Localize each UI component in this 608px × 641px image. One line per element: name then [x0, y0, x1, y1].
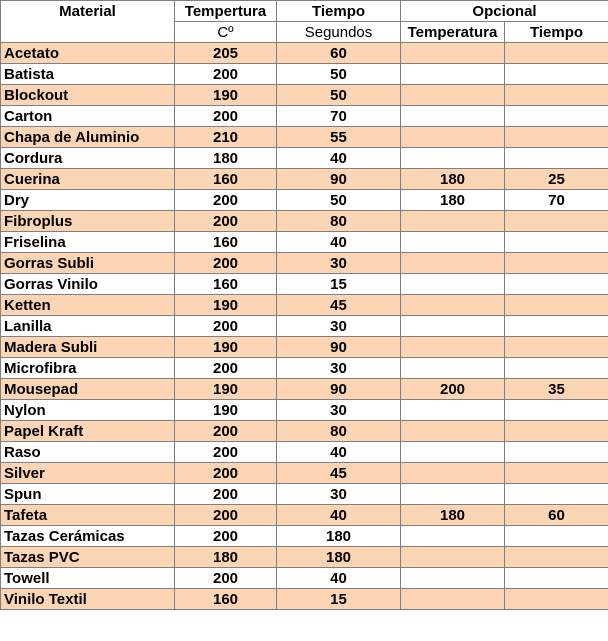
table-row	[1, 253, 608, 274]
cell-time: 90	[277, 169, 401, 190]
cell-optional-temperature	[401, 547, 505, 568]
table-row	[1, 211, 608, 232]
cell-optional-temperature	[401, 526, 505, 547]
cell-optional-temperature: 180	[401, 505, 505, 526]
cell-material: Carton	[1, 106, 175, 127]
cell-material: Ketten	[1, 295, 175, 316]
cell-optional-time	[505, 253, 608, 274]
cell-temperature: 190	[175, 400, 277, 421]
cell-time: 90	[277, 337, 401, 358]
cell-temperature: 200	[175, 505, 277, 526]
cell-temperature: 160	[175, 169, 277, 190]
cell-material: Chapa de Aluminio	[1, 127, 175, 148]
cell-temperature: 200	[175, 421, 277, 442]
table-row	[1, 274, 608, 295]
cell-time: 50	[277, 64, 401, 85]
cell-optional-time: 70	[505, 190, 608, 211]
table-row	[1, 106, 608, 127]
cell-optional-temperature: 180	[401, 190, 505, 211]
table-row	[1, 127, 608, 148]
cell-optional-time	[505, 43, 608, 64]
cell-time: 30	[277, 358, 401, 379]
cell-optional-temperature	[401, 127, 505, 148]
cell-time: 15	[277, 589, 401, 610]
table-row	[1, 190, 608, 211]
cell-time: 15	[277, 274, 401, 295]
table-row	[1, 85, 608, 106]
cell-temperature: 200	[175, 316, 277, 337]
cell-material: Cuerina	[1, 169, 175, 190]
cell-optional-temperature: 200	[401, 379, 505, 400]
cell-optional-temperature	[401, 232, 505, 253]
cell-material: Tafeta	[1, 505, 175, 526]
cell-optional-time	[505, 274, 608, 295]
cell-temperature: 180	[175, 148, 277, 169]
cell-optional-temperature	[401, 148, 505, 169]
cell-material: Nylon	[1, 400, 175, 421]
cell-time: 30	[277, 253, 401, 274]
header-opcional: Opcional	[401, 1, 608, 22]
table-row	[1, 589, 608, 610]
cell-optional-time	[505, 232, 608, 253]
cell-optional-time	[505, 295, 608, 316]
cell-temperature: 200	[175, 463, 277, 484]
cell-time: 30	[277, 400, 401, 421]
header-row-2	[1, 22, 608, 43]
cell-time: 45	[277, 295, 401, 316]
cell-temperature: 205	[175, 43, 277, 64]
cell-material: Mousepad	[1, 379, 175, 400]
header-opt-temp: Temperatura	[401, 22, 505, 43]
cell-time: 180	[277, 526, 401, 547]
cell-optional-temperature: 180	[401, 169, 505, 190]
cell-optional-temperature	[401, 568, 505, 589]
cell-temperature: 190	[175, 337, 277, 358]
cell-material: Fibroplus	[1, 211, 175, 232]
cell-material: Cordura	[1, 148, 175, 169]
cell-temperature: 190	[175, 295, 277, 316]
cell-optional-temperature	[401, 85, 505, 106]
cell-temperature: 200	[175, 211, 277, 232]
cell-time: 40	[277, 442, 401, 463]
cell-time: 30	[277, 316, 401, 337]
cell-optional-time	[505, 127, 608, 148]
cell-optional-time	[505, 547, 608, 568]
table-row	[1, 568, 608, 589]
cell-time: 45	[277, 463, 401, 484]
cell-optional-time	[505, 589, 608, 610]
cell-time: 90	[277, 379, 401, 400]
table-row	[1, 337, 608, 358]
cell-optional-temperature	[401, 274, 505, 295]
cell-temperature: 200	[175, 106, 277, 127]
cell-time: 80	[277, 211, 401, 232]
cell-optional-temperature	[401, 295, 505, 316]
header-opt-time: Tiempo	[505, 22, 608, 43]
cell-material: Tazas PVC	[1, 547, 175, 568]
cell-optional-time: 60	[505, 505, 608, 526]
cell-temperature: 200	[175, 253, 277, 274]
table-row	[1, 379, 608, 400]
cell-time: 30	[277, 484, 401, 505]
cell-material: Raso	[1, 442, 175, 463]
cell-temperature: 200	[175, 568, 277, 589]
cell-material: Microfibra	[1, 358, 175, 379]
table-row	[1, 148, 608, 169]
cell-temperature: 200	[175, 484, 277, 505]
header-unit-time: Segundos	[277, 22, 401, 43]
cell-material: Gorras Subli	[1, 253, 175, 274]
cell-time: 40	[277, 148, 401, 169]
cell-temperature: 160	[175, 232, 277, 253]
cell-temperature: 190	[175, 379, 277, 400]
cell-optional-time	[505, 85, 608, 106]
header-unit-temp: Cº	[175, 22, 277, 43]
cell-optional-temperature	[401, 463, 505, 484]
cell-optional-time	[505, 526, 608, 547]
cell-time: 80	[277, 421, 401, 442]
cell-optional-time	[505, 442, 608, 463]
cell-optional-temperature	[401, 106, 505, 127]
cell-optional-temperature	[401, 337, 505, 358]
header-material-empty	[1, 22, 175, 43]
cell-material: Acetato	[1, 43, 175, 64]
table-row	[1, 232, 608, 253]
table-row	[1, 505, 608, 526]
table-row	[1, 421, 608, 442]
cell-material: Vinilo Textil	[1, 589, 175, 610]
table-row	[1, 316, 608, 337]
cell-material: Towell	[1, 568, 175, 589]
cell-optional-temperature	[401, 484, 505, 505]
cell-optional-time	[505, 337, 608, 358]
cell-optional-time	[505, 64, 608, 85]
cell-temperature: 200	[175, 526, 277, 547]
cell-material: Papel Kraft	[1, 421, 175, 442]
table-row	[1, 43, 608, 64]
cell-optional-time: 25	[505, 169, 608, 190]
cell-optional-temperature	[401, 400, 505, 421]
cell-time: 70	[277, 106, 401, 127]
cell-optional-temperature	[401, 316, 505, 337]
cell-optional-temperature	[401, 589, 505, 610]
cell-time: 40	[277, 505, 401, 526]
table-row	[1, 169, 608, 190]
table-row	[1, 463, 608, 484]
cell-material: Tazas Cerámicas	[1, 526, 175, 547]
cell-temperature: 160	[175, 274, 277, 295]
cell-temperature: 210	[175, 127, 277, 148]
cell-temperature: 200	[175, 442, 277, 463]
header-temperatura: Tempertura	[175, 1, 277, 22]
header-tiempo: Tiempo	[277, 1, 401, 22]
cell-temperature: 190	[175, 85, 277, 106]
cell-temperature: 200	[175, 64, 277, 85]
cell-optional-temperature	[401, 442, 505, 463]
cell-time: 50	[277, 85, 401, 106]
cell-material: Madera Subli	[1, 337, 175, 358]
table-row	[1, 64, 608, 85]
cell-material: Spun	[1, 484, 175, 505]
cell-time: 40	[277, 232, 401, 253]
cell-optional-time	[505, 421, 608, 442]
table-row	[1, 442, 608, 463]
cell-optional-time	[505, 568, 608, 589]
cell-optional-temperature	[401, 64, 505, 85]
cell-optional-time	[505, 400, 608, 421]
cell-optional-time	[505, 211, 608, 232]
cell-optional-time	[505, 148, 608, 169]
cell-optional-temperature	[401, 253, 505, 274]
cell-optional-temperature	[401, 211, 505, 232]
cell-optional-time	[505, 358, 608, 379]
cell-material: Batista	[1, 64, 175, 85]
table-row	[1, 295, 608, 316]
cell-temperature: 160	[175, 589, 277, 610]
cell-temperature: 200	[175, 358, 277, 379]
cell-time: 40	[277, 568, 401, 589]
header-material: Material	[1, 1, 175, 22]
cell-material: Blockout	[1, 85, 175, 106]
cell-time: 50	[277, 190, 401, 211]
table-row	[1, 358, 608, 379]
cell-temperature: 180	[175, 547, 277, 568]
header-row-1	[1, 1, 608, 22]
cell-optional-time	[505, 484, 608, 505]
table-row	[1, 400, 608, 421]
cell-optional-temperature	[401, 421, 505, 442]
cell-time: 180	[277, 547, 401, 568]
cell-optional-time	[505, 316, 608, 337]
cell-optional-temperature	[401, 43, 505, 64]
cell-material: Silver	[1, 463, 175, 484]
cell-material: Friselina	[1, 232, 175, 253]
cell-material: Dry	[1, 190, 175, 211]
table-row	[1, 547, 608, 568]
cell-time: 60	[277, 43, 401, 64]
table-row	[1, 526, 608, 547]
cell-temperature: 200	[175, 190, 277, 211]
cell-optional-time: 35	[505, 379, 608, 400]
table-row	[1, 484, 608, 505]
cell-optional-temperature	[401, 358, 505, 379]
cell-time: 55	[277, 127, 401, 148]
cell-optional-time	[505, 106, 608, 127]
cell-material: Gorras Vinilo	[1, 274, 175, 295]
cell-optional-time	[505, 463, 608, 484]
cell-material: Lanilla	[1, 316, 175, 337]
